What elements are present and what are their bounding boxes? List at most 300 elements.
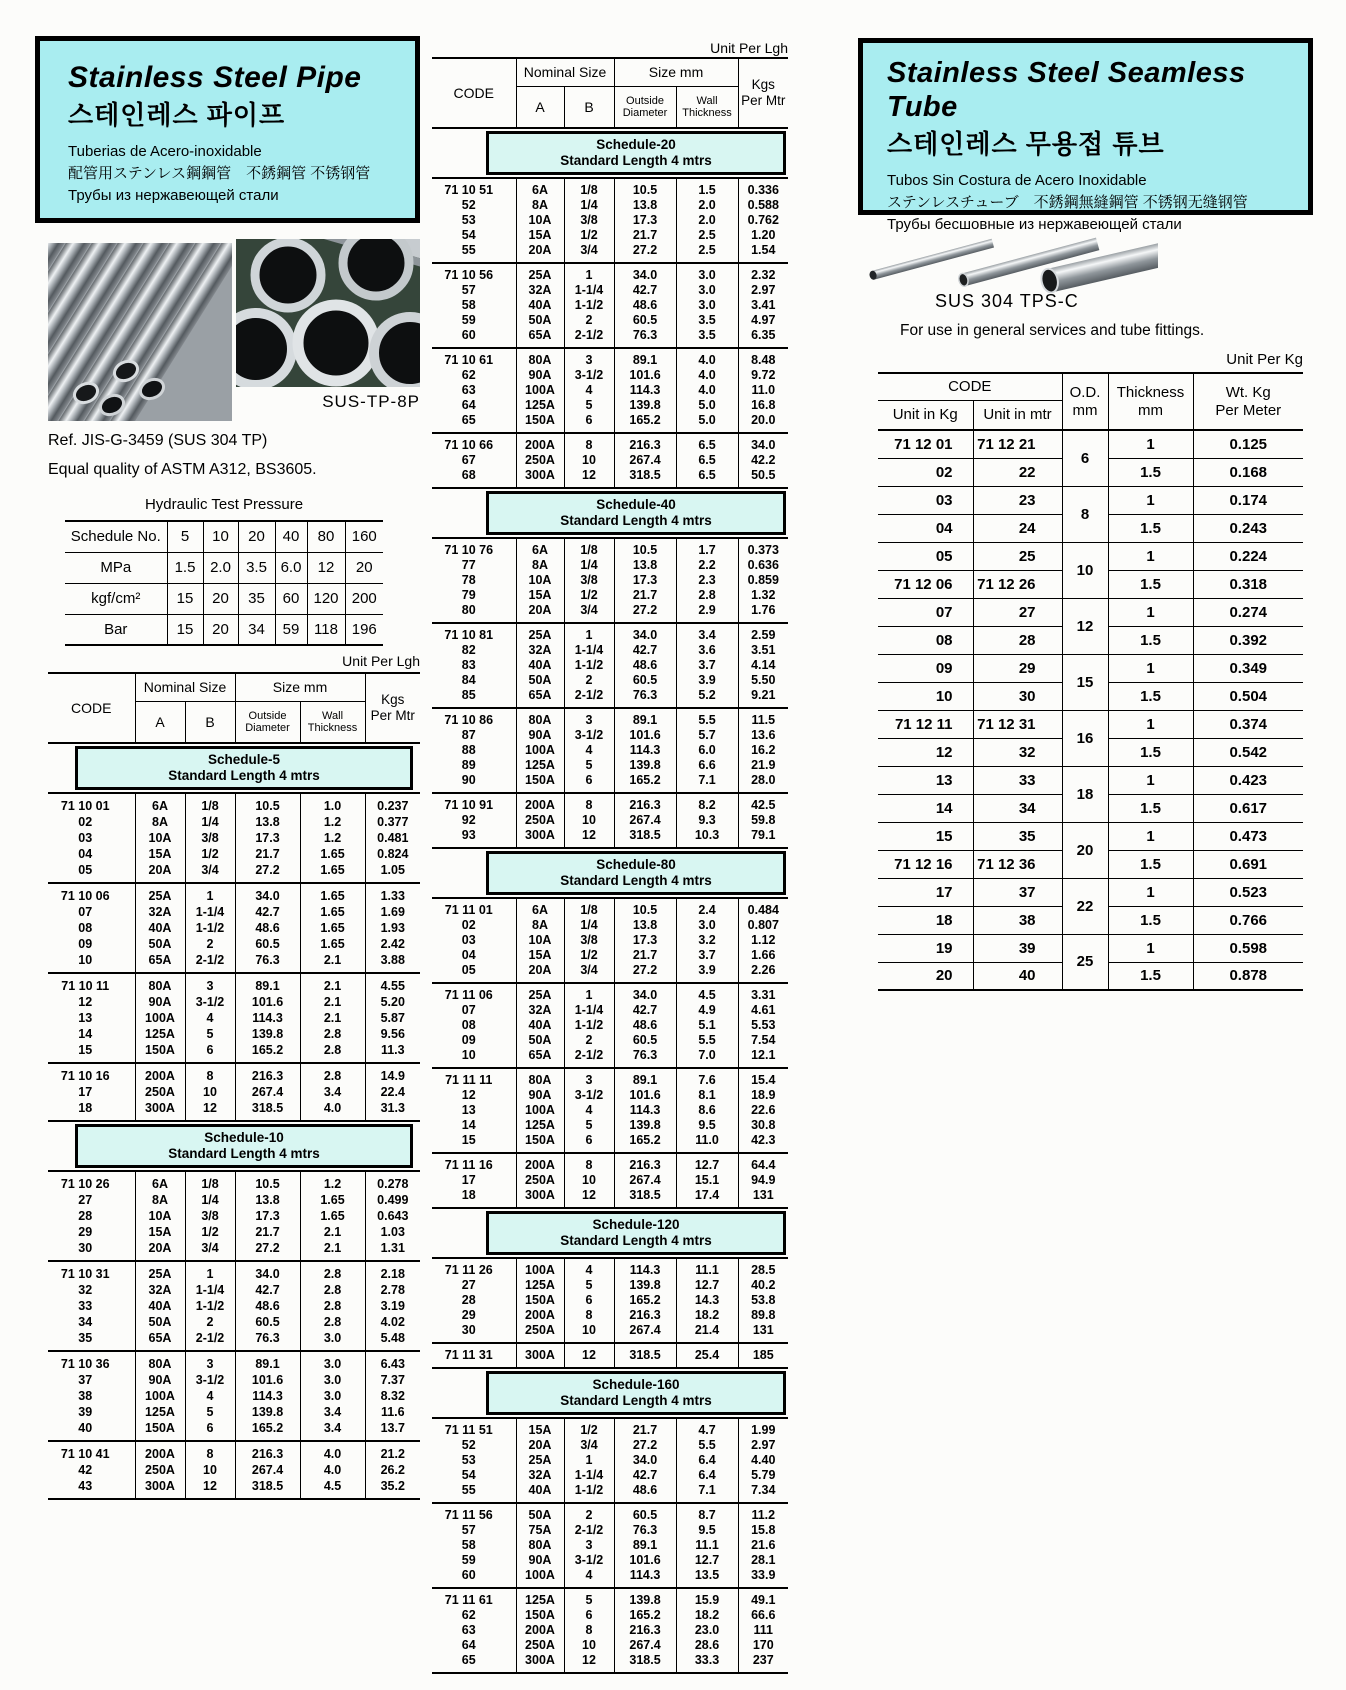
code-cell: 02: [461, 918, 476, 932]
nominal-b-cell: 3-1/2: [564, 368, 614, 383]
wt-cell: 0.504: [1193, 682, 1303, 710]
table-row: [48, 920, 420, 936]
nominal-b-cell: 1/8: [564, 538, 614, 558]
outside-diameter-cell: 10.5: [614, 538, 676, 558]
nominal-b-cell: 12: [564, 1343, 614, 1368]
code-cell: 18: [461, 1188, 476, 1202]
kgs-per-mtr-cell: 9.56: [365, 1026, 420, 1042]
table-row: [432, 933, 788, 948]
wall-thickness-cell: 2.4: [676, 898, 738, 918]
pressure-cell: Schedule No.: [65, 521, 167, 552]
code-kg-cell: 71 12 11: [878, 710, 973, 738]
outside-diameter-cell: 101.6: [235, 994, 300, 1010]
table-row: [432, 1623, 788, 1638]
table-row: [432, 283, 788, 298]
nominal-a-cell: 6A: [135, 793, 185, 814]
nominal-a-cell: 250A: [516, 1638, 564, 1653]
outside-diameter-cell: 42.7: [614, 1468, 676, 1483]
wall-thickness-cell: 1.65: [300, 936, 365, 952]
size-mm-header: Size mm: [614, 58, 738, 86]
kgs-per-mtr-cell: 14.9: [365, 1063, 420, 1084]
code-kg-cell: 71 12 16: [878, 850, 973, 878]
thickness-cell: 1: [1108, 542, 1193, 570]
table-row: [48, 1420, 420, 1441]
table-row: [432, 1538, 788, 1553]
wt-cell: 0.374: [1193, 710, 1303, 738]
nominal-b-cell: 4: [564, 383, 614, 398]
outside-diameter-cell: 10.5: [614, 178, 676, 198]
outside-diameter-cell: 34.0: [235, 1261, 300, 1282]
outside-diameter-cell: 139.8: [235, 1404, 300, 1420]
outside-diameter-cell: 89.1: [235, 973, 300, 994]
code-cell: 63: [461, 1623, 476, 1637]
nominal-b-cell: 1/4: [564, 558, 614, 573]
nominal-a-cell: 300A: [516, 468, 564, 488]
code-cell: 71 10 36: [60, 1357, 110, 1371]
nominal-b-cell: 2-1/2: [564, 328, 614, 348]
schedule-band-row: [48, 743, 420, 793]
code-cell: 12: [78, 995, 93, 1009]
pipe-title-ko: 스테인레스 파이프: [68, 100, 286, 130]
nominal-b-cell: 8: [564, 793, 614, 813]
outside-diameter-cell: 76.3: [614, 1523, 676, 1538]
table-row: [432, 743, 788, 758]
kgs-per-mtr-cell: 4.55: [365, 973, 420, 994]
nominal-b-cell: 3/4: [564, 1438, 614, 1453]
wall-thickness-cell: 6.4: [676, 1468, 738, 1483]
kgs-per-mtr-cell: 12.1: [738, 1048, 788, 1068]
table-row: [432, 1438, 788, 1453]
kgs-per-mtr-cell: 21.9: [738, 758, 788, 773]
tube-title-ko: 스테인레스 무용접 튜브: [887, 129, 1165, 159]
nominal-b-cell: 1: [564, 263, 614, 283]
outside-diameter-cell: 21.7: [235, 846, 300, 862]
table-row: [878, 766, 1303, 794]
wall-thickness-cell: 2.8: [300, 1314, 365, 1330]
wall-thickness-cell: 2.1: [300, 994, 365, 1010]
wall-thickness-cell: 7.6: [676, 1068, 738, 1088]
code-kg-cell: 05: [878, 542, 973, 570]
pressure-cell: 2.0: [203, 552, 238, 583]
table-header: [432, 58, 788, 128]
nominal-b-cell: 1: [564, 623, 614, 643]
table-row: [432, 1133, 788, 1153]
schedule-band: [432, 488, 788, 538]
code-header: CODE: [71, 700, 112, 716]
outside-diameter-cell: 139.8: [614, 1278, 676, 1293]
nominal-b-cell: 8: [185, 1063, 235, 1084]
code-cell: 59: [461, 1553, 476, 1567]
wall-thickness-cell: 6.4: [676, 1453, 738, 1468]
wall-thickness-cell: 2.5: [676, 228, 738, 243]
wall-thickness-cell: 2.8: [300, 1261, 365, 1282]
wall-thickness-cell: 8.1: [676, 1088, 738, 1103]
schedule-band-title: Schedule-80: [596, 857, 676, 872]
table-row: [48, 904, 420, 920]
outside-diameter-cell: 13.8: [614, 558, 676, 573]
nominal-a-cell: 125A: [516, 1118, 564, 1133]
code-cell: 10: [461, 1048, 476, 1062]
nominal-b-cell: 12: [185, 1478, 235, 1499]
nominal-a-cell: 10A: [516, 933, 564, 948]
nominal-b-cell: 5: [185, 1404, 235, 1420]
pipe-title-panel: [35, 36, 420, 223]
nominal-b-cell: 3/8: [564, 933, 614, 948]
pipe-subtitle-ru: Трубы из нержавеющей стали: [68, 187, 279, 204]
kgs-per-mtr-cell: 2.42: [365, 936, 420, 952]
code-cell: 39: [78, 1405, 93, 1419]
outside-diameter-cell: 318.5: [235, 1478, 300, 1499]
wall-thickness-cell: 33.3: [676, 1653, 738, 1673]
kgs-per-mtr-cell: 6.35: [738, 328, 788, 348]
nominal-a-cell: 65A: [135, 1330, 185, 1351]
code-mtr-cell: 33: [973, 766, 1062, 794]
nominal-a-cell: 32A: [516, 1003, 564, 1018]
kgs-per-mtr-cell: 15.4: [738, 1068, 788, 1088]
kgs-per-mtr-cell: 28.0: [738, 773, 788, 793]
code-mtr-cell: 22: [973, 458, 1062, 486]
nominal-b-cell: 3-1/2: [564, 1553, 614, 1568]
nominal-b-cell: 1/2: [564, 948, 614, 963]
table-row: [48, 1351, 420, 1372]
code-cell: 71 10 51: [444, 183, 494, 197]
code-cell: 13: [461, 1103, 476, 1117]
nominal-a-cell: 80A: [135, 1351, 185, 1372]
wall-thickness-cell: 6.5: [676, 433, 738, 453]
pipes-bundle-photo: [48, 243, 232, 421]
size-mm-header: Size mm: [235, 673, 365, 701]
nominal-b-cell: 8: [564, 1153, 614, 1173]
outside-diameter-cell: 34.0: [614, 1453, 676, 1468]
code-mtr-cell: 24: [973, 514, 1062, 542]
code-mtr-cell: 39: [973, 934, 1062, 962]
outside-diameter-cell: 89.1: [614, 1538, 676, 1553]
od-cell: 18: [1062, 766, 1108, 822]
tube-usage-note: For use in general services and tube fittings.: [900, 322, 1205, 339]
kgs-per-mtr-cell: 0.807: [738, 918, 788, 933]
outside-diameter-cell: 21.7: [614, 1418, 676, 1438]
nominal-b-cell: 1/4: [564, 918, 614, 933]
outside-diameter-cell: 139.8: [235, 1026, 300, 1042]
kgs-per-mtr-cell: 18.9: [738, 1088, 788, 1103]
nominal-a-cell: 100A: [135, 1388, 185, 1404]
code-cell: 77: [461, 558, 476, 572]
kgs-per-mtr-cell: 0.588: [738, 198, 788, 213]
wt-cell: 0.473: [1193, 822, 1303, 850]
outside-diameter-cell: 267.4: [614, 1638, 676, 1653]
wt-cell: 0.878: [1193, 962, 1303, 990]
nominal-a-cell: 100A: [516, 1258, 564, 1278]
wall-thickness-cell: 3.0: [676, 283, 738, 298]
nominal-b-cell: 8: [564, 1308, 614, 1323]
kgs-per-mtr-cell: 21.2: [365, 1441, 420, 1462]
table-row: [48, 814, 420, 830]
code-cell: 89: [461, 758, 476, 772]
nominal-b-cell: 3/8: [185, 1208, 235, 1224]
pressure-cell: 160: [345, 521, 383, 552]
wall-thickness-cell: 21.4: [676, 1323, 738, 1343]
table-row: [48, 862, 420, 883]
wall-thickness-header: Wall Thickness: [676, 86, 738, 128]
pressure-cell: 196: [345, 614, 383, 645]
table-row: [432, 213, 788, 228]
seamless-tubes-photo: [868, 222, 1158, 294]
nominal-b-cell: 3/8: [564, 213, 614, 228]
pipe-schedule-20-160-table: [432, 57, 788, 1674]
wall-thickness-cell: 5.0: [676, 398, 738, 413]
schedule-band: [432, 1368, 788, 1418]
code-cell: 60: [461, 1568, 476, 1582]
kgs-per-mtr-cell: 3.31: [738, 983, 788, 1003]
schedule-band-title: Schedule-20: [596, 137, 676, 152]
wall-thickness-cell: 7.1: [676, 1483, 738, 1503]
table-row: [432, 368, 788, 383]
outside-diameter-cell: 165.2: [235, 1420, 300, 1441]
code-cell: 28: [78, 1209, 93, 1223]
nominal-a-cell: 125A: [516, 1588, 564, 1608]
schedule-band-row: [432, 848, 788, 898]
nominal-b-cell: 1-1/4: [564, 283, 614, 298]
tube-subtitle-ru: Трубы бесшовные из нержавеющей стали: [887, 216, 1182, 233]
kgs-per-mtr-cell: 1.05: [365, 862, 420, 883]
nominal-a-cell: 100A: [516, 1103, 564, 1118]
code-cell: 71 10 31: [60, 1267, 110, 1281]
od-cell: 8: [1062, 486, 1108, 542]
code-cell: 59: [461, 313, 476, 327]
nominal-a-cell: 150A: [516, 773, 564, 793]
outside-diameter-cell: 13.8: [235, 1192, 300, 1208]
outside-diameter-cell: 76.3: [614, 328, 676, 348]
kgs-per-mtr-cell: 28.5: [738, 1258, 788, 1278]
nominal-b-cell: 6: [564, 1293, 614, 1308]
wt-cell: 0.168: [1193, 458, 1303, 486]
outside-diameter-cell: 114.3: [614, 1103, 676, 1118]
wall-thickness-cell: 2.1: [300, 1224, 365, 1240]
wall-thickness-cell: 1.2: [300, 814, 365, 830]
code-cell: 71 10 76: [444, 543, 494, 557]
nominal-a-cell: 65A: [516, 1048, 564, 1068]
kgs-per-mtr-cell: 5.79: [738, 1468, 788, 1483]
code-cell: 71 10 06: [60, 889, 110, 903]
nominal-a-cell: 50A: [135, 936, 185, 952]
kgs-per-mtr-cell: 1.03: [365, 1224, 420, 1240]
nominal-b-cell: 3: [564, 348, 614, 368]
table-row: [432, 313, 788, 328]
outside-diameter-cell: 267.4: [614, 1173, 676, 1188]
wall-thickness-cell: 4.5: [676, 983, 738, 1003]
wall-thickness-cell: 12.7: [676, 1153, 738, 1173]
table-row: [432, 328, 788, 348]
wall-thickness-cell: 3.0: [676, 298, 738, 313]
outside-diameter-cell: 89.1: [614, 348, 676, 368]
nominal-b-cell: 12: [564, 1653, 614, 1673]
code-cell: 92: [461, 813, 476, 827]
nominal-a-cell: 100A: [135, 1010, 185, 1026]
wall-thickness-cell: 1.5: [676, 178, 738, 198]
wall-thickness-cell: 1.65: [300, 920, 365, 936]
outside-diameter-cell: 318.5: [614, 828, 676, 848]
outside-diameter-cell: 17.3: [614, 933, 676, 948]
kgs-per-mtr-cell: 0.762: [738, 213, 788, 228]
code-cell: 07: [78, 905, 93, 919]
code-kg-cell: 03: [878, 486, 973, 514]
nominal-a-cell: 100A: [516, 1568, 564, 1588]
kgs-per-mtr-cell: 1.69: [365, 904, 420, 920]
nominal-a-cell: 40A: [516, 658, 564, 673]
schedule-band-title: Schedule-5: [208, 752, 281, 767]
nominal-b-cell: 1: [185, 1261, 235, 1282]
od-cell: 10: [1062, 542, 1108, 598]
outside-diameter-cell: 165.2: [614, 1293, 676, 1308]
table-row: [432, 1173, 788, 1188]
col-b-header: B: [185, 701, 235, 743]
nominal-a-cell: 65A: [516, 328, 564, 348]
table-row: [48, 1042, 420, 1063]
table-row: [65, 552, 383, 583]
nominal-b-cell: 4: [564, 1568, 614, 1588]
thickness-cell: 1.5: [1108, 570, 1193, 598]
table-row: [432, 243, 788, 263]
outside-diameter-cell: 34.0: [614, 623, 676, 643]
code-cell: 17: [461, 1173, 476, 1187]
wall-thickness-cell: 2.5: [676, 243, 738, 263]
wall-thickness-cell: 1.7: [676, 538, 738, 558]
outside-diameter-cell: 21.7: [614, 228, 676, 243]
wall-thickness-cell: 15.1: [676, 1173, 738, 1188]
nominal-size-header: Nominal Size: [516, 58, 614, 86]
outside-diameter-cell: 60.5: [614, 1033, 676, 1048]
kgs-per-mtr-cell: 3.41: [738, 298, 788, 313]
table-row: [878, 934, 1303, 962]
outside-diameter-cell: 101.6: [235, 1372, 300, 1388]
outside-diameter-cell: 13.8: [614, 198, 676, 213]
kgs-per-mtr-cell: 3.88: [365, 952, 420, 973]
wall-thickness-cell: 2.1: [300, 973, 365, 994]
table-row: [878, 822, 1303, 850]
nominal-b-cell: 3/4: [564, 963, 614, 983]
pressure-cell: 80: [307, 521, 345, 552]
nominal-a-cell: 20A: [135, 1240, 185, 1261]
wall-thickness-cell: 3.0: [676, 918, 738, 933]
table-row: [432, 1523, 788, 1538]
nominal-a-cell: 50A: [516, 313, 564, 328]
wall-thickness-cell: 2.1: [300, 1010, 365, 1026]
table-row: [432, 1653, 788, 1673]
table-row: [432, 1278, 788, 1293]
nominal-a-cell: 8A: [135, 814, 185, 830]
code-cell: 43: [78, 1479, 93, 1493]
kgs-per-mtr-cell: 111: [738, 1623, 788, 1638]
table-row: [432, 1293, 788, 1308]
table-row: [432, 673, 788, 688]
wt-cell: 0.243: [1193, 514, 1303, 542]
thickness-cell: 1: [1108, 598, 1193, 626]
nominal-a-cell: 250A: [516, 1323, 564, 1343]
outside-diameter-cell: 10.5: [235, 1171, 300, 1192]
nominal-b-cell: 10: [564, 1638, 614, 1653]
table-row: [432, 1308, 788, 1323]
table-row: [432, 433, 788, 453]
code-cell: 08: [78, 921, 93, 935]
kgs-per-mtr-cell: 0.824: [365, 846, 420, 862]
outside-diameter-cell: 318.5: [614, 1653, 676, 1673]
code-cell: 62: [461, 1608, 476, 1622]
nominal-a-cell: 90A: [516, 368, 564, 383]
od-cell: 6: [1062, 430, 1108, 486]
code-cell: 71 11 01: [444, 903, 493, 917]
nominal-b-cell: 2-1/2: [564, 688, 614, 708]
schedule-band: [48, 743, 420, 793]
od-cell: 16: [1062, 710, 1108, 766]
wall-thickness-cell: 5.1: [676, 1018, 738, 1033]
outside-diameter-cell: 10.5: [614, 898, 676, 918]
code-cell: 13: [78, 1011, 93, 1025]
schedule-band-row: [432, 128, 788, 178]
code-cell: 27: [78, 1193, 93, 1207]
table-row: [432, 1638, 788, 1653]
outside-diameter-cell: 165.2: [614, 413, 676, 433]
wt-kg-per-meter-header: Wt. Kg Per Meter: [1193, 373, 1303, 430]
table-row: [432, 1088, 788, 1103]
nominal-b-cell: 8: [564, 433, 614, 453]
od-cell: 22: [1062, 878, 1108, 934]
code-cell: 71 10 01: [60, 799, 110, 813]
wt-cell: 0.224: [1193, 542, 1303, 570]
code-cell: 02: [78, 815, 93, 829]
wall-thickness-cell: 7.1: [676, 773, 738, 793]
outside-diameter-cell: 48.6: [235, 1298, 300, 1314]
table-header: [878, 373, 1303, 430]
outside-diameter-cell: 267.4: [235, 1084, 300, 1100]
code-cell: 71 10 81: [444, 628, 494, 642]
nominal-a-cell: 150A: [516, 1293, 564, 1308]
outside-diameter-cell: 139.8: [614, 758, 676, 773]
outside-diameter-cell: 17.3: [235, 1208, 300, 1224]
outside-diameter-cell: 21.7: [235, 1224, 300, 1240]
outside-diameter-cell: 267.4: [614, 1323, 676, 1343]
wall-thickness-cell: 6.6: [676, 758, 738, 773]
nominal-a-cell: 125A: [516, 398, 564, 413]
od-cell: 12: [1062, 598, 1108, 654]
code-cell: 68: [461, 468, 476, 482]
code-cell: 42: [78, 1463, 93, 1477]
pressure-cell: 60: [275, 583, 307, 614]
code-cell: 35: [78, 1331, 93, 1345]
kgs-per-mtr-cell: 2.78: [365, 1282, 420, 1298]
code-cell: 57: [461, 1523, 476, 1537]
kgs-per-mtr-cell: 131: [738, 1188, 788, 1208]
nominal-b-cell: 1-1/4: [564, 643, 614, 658]
table-row: [48, 1462, 420, 1478]
code-cell: 03: [461, 933, 476, 947]
code-kg-cell: 10: [878, 682, 973, 710]
table-row: [432, 1153, 788, 1173]
nominal-a-cell: 125A: [516, 1278, 564, 1293]
nominal-a-cell: 8A: [516, 198, 564, 213]
table-row: [432, 538, 788, 558]
nominal-b-cell: 1/4: [185, 814, 235, 830]
outside-diameter-cell: 165.2: [614, 1133, 676, 1153]
code-cell: 71 10 11: [61, 979, 110, 993]
nominal-a-cell: 10A: [135, 1208, 185, 1224]
nominal-a-cell: 40A: [516, 1483, 564, 1503]
nominal-a-cell: 125A: [135, 1026, 185, 1042]
pipe-schedule-5-10-table: [48, 672, 420, 1500]
nominal-a-cell: 25A: [135, 883, 185, 904]
pressure-cell: 59: [275, 614, 307, 645]
table-row: [432, 298, 788, 313]
nominal-a-cell: 80A: [516, 1068, 564, 1088]
